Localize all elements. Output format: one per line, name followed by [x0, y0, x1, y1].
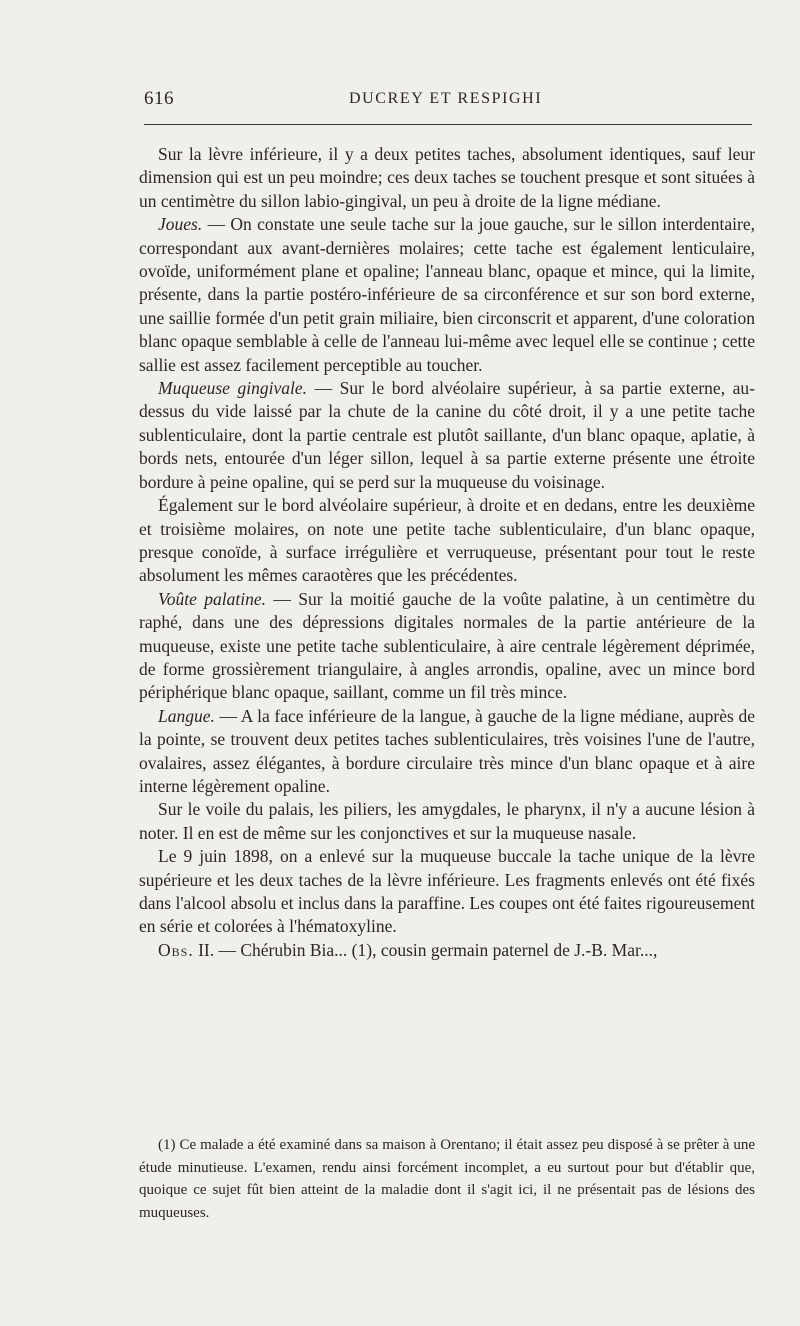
paragraph: Joues. — On constate une seule tache sur la joue gauche, sur le sillon interdentaire, correspondant aux avant-dernières molaires; cette tache est également lenticulaire, ovoïde, uniformément plane et opaline; l'anneau blanc, opaque et mince, qui la limite, présente, dans la partie postéro-inférieure de sa circonférence et sur son bord externe, une saillie formée d'un petit grain miliaire, bien circonscrit et apparent, d'une coloration blanc opaque semblable à celle de l'anneau lui-même avec lequel elle se continue ; cette sallie est assez facilement perceptible au toucher.: [139, 214, 755, 375]
paragraph: Également sur le bord alvéolaire supérieur, à droite et en dedans, entre les deuxième et troisième molaires, on note une petite tache sublenticulaire, d'un blanc opaque, presque conoïde, à surface irrégulière et verruqueuse, présentant pour tout le reste absolument les mêmes caraotères que les précédentes.: [139, 495, 755, 586]
section-lead: Muqueuse gingivale.: [158, 378, 307, 399]
paragraph: Sur la lèvre inférieure, il y a deux petites taches, absolument identiques, sauf leur dimension qui est un peu moindre; ces deux taches se touchent presque et sont situées à un centimètre du sillon labio-gingival, un peu à droite de la ligne médiane.: [139, 144, 755, 211]
footnote: (1) Ce malade a été examiné dans sa maison à Orentano; il était assez peu disposé à se prêter à une étude minutieuse. L'examen, rendu ainsi forcément incomplet, a eu surtout pour but d'établir que, quoique ce sujet fût bien atteint de la maladie dont il s'agit ici, il ne présentait pas de lésions des muqueuses.: [139, 1137, 755, 1221]
body-text: [139, 143, 755, 962]
footnotes: [139, 1134, 755, 1224]
header-rule: [144, 124, 752, 125]
page-number: 616: [144, 88, 174, 109]
paragraph: Obs. II. — Chérubin Bia... (1), cousin germain paternel de J.-B. Mar...,: [158, 939, 658, 960]
page-header: [144, 88, 752, 116]
paragraph: Le 9 juin 1898, on a enlevé sur la muqueuse buccale la tache unique de la lèvre supérieure et les deux taches de la lèvre inférieure. Les fragments enlevés ont été fixés dans l'alcool absolu et inclus dans la paraffine. Les coupes ont été faites rigoureusement en série et colorées à l'hématoxyline.: [139, 846, 755, 937]
paragraph: Voûte palatine. — Sur la moitié gauche de la voûte palatine, à un centimètre du raphé, dans une des dépressions digitales normales de la partie antérieure de la muqueuse, existe une petite tache sublenticulaire, à aire centrale légèrement déprimée, de forme grossièrement triangulaire, à angles arrondis, opaline, avec un mince bord périphérique blanc opaque, saillant, comme un fil très mince.: [139, 588, 756, 703]
section-lead: Langue.: [158, 705, 215, 726]
section-lead: Voûte palatine.: [158, 588, 266, 609]
observation-label: Obs.: [158, 939, 194, 960]
section-lead: Joues.: [158, 214, 203, 235]
paragraph: Sur le voile du palais, les piliers, les amygdales, le pharynx, il n'y a aucune lésion à noter. Il en est de même sur les conjonctives et sur la muqueuse nasale.: [139, 799, 755, 843]
paragraph: Langue. — A la face inférieure de la langue, à gauche de la ligne médiane, auprès de la pointe, se trouvent deux petites taches sublenticulaires, très voisines l'une de l'autre, ovalaires, assez élégantes, à bordure circulaire très mince d'un blanc opaque et à aire interne légèrement opaline.: [139, 705, 755, 796]
running-title: DUCREY ET RESPIGHI: [349, 90, 543, 107]
paragraph: Muqueuse gingivale. — Sur le bord alvéolaire supérieur, à sa partie externe, au-dessus du vide laissé par la chute de la canine du côté droit, il y a une petite tache sublenticulaire, dont la partie centrale est plutôt saillante, d'un blanc opaque, aplatie, à bords nets, entourée d'un léger sillon, lequel à sa partie externe présente une étroite bordure à peine opaline, qui se perd sur la muqueuse du voisinage.: [139, 378, 755, 492]
